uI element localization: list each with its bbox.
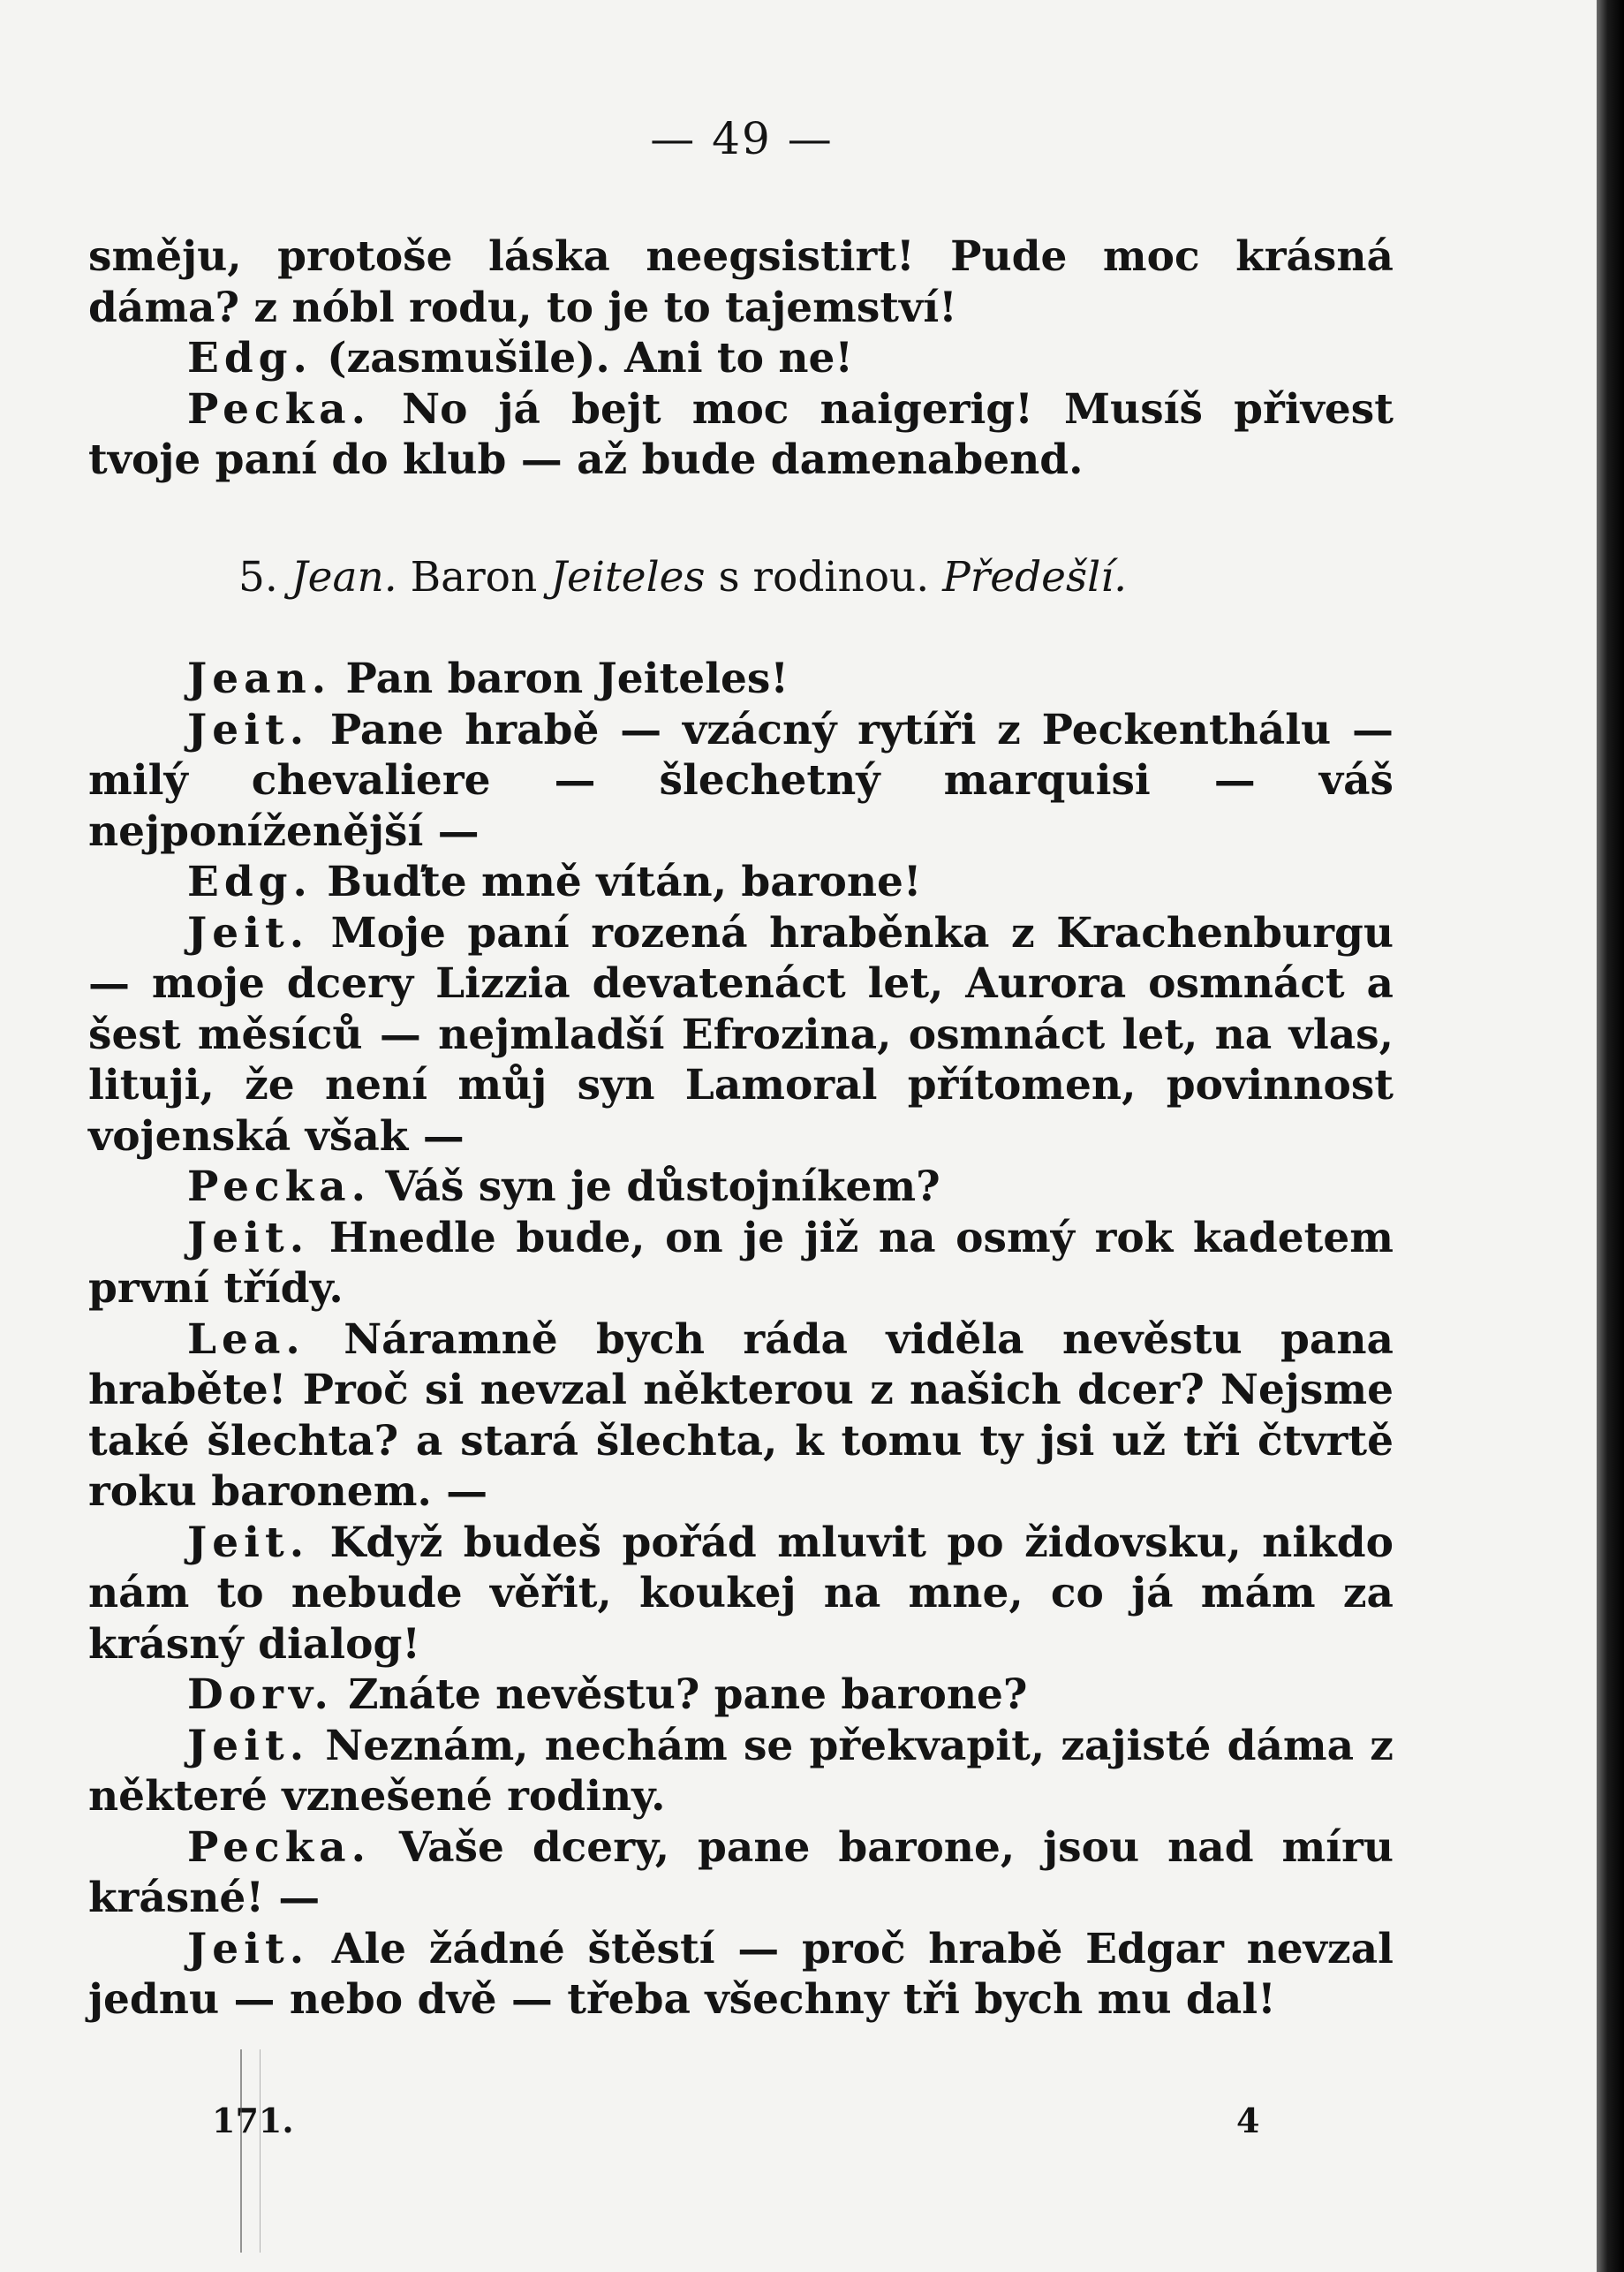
dialogue-paragraph — [88, 1518, 1394, 1670]
page-number: — 49 — — [650, 113, 834, 164]
speaker-name: Jeit. — [187, 705, 310, 754]
scene-character-1: Jean. — [291, 552, 397, 602]
speech-text: Pane hrabě — vzácný rytíři z Peckenthálu — milý chevaliere — šlechetný marquisi — váš nejponíženější — — [88, 705, 1394, 856]
scan-edge — [1597, 0, 1624, 2272]
speaker-name: Pecka. — [187, 1822, 371, 1872]
speech-text: Moje paní rozená hraběnka z Krachenburgu — moje dcery Lizzia devatenáct let, Aurora osmnáct a šest měsíců — nejmladší Efrozina, osmnáct let, na vlas, lituji, že není můj syn Lamoral přítomen, povinnost vojenská však — — [88, 908, 1394, 1161]
speaker-name: Dorv. — [187, 1670, 334, 1719]
speech-text: Pan baron Jeiteles! — [345, 655, 789, 703]
dialogue-paragraph — [88, 705, 1394, 858]
speaker-name: Jean. — [187, 655, 332, 703]
lines-paragraph — [88, 384, 1394, 486]
speaker-name: Jeit. — [187, 908, 310, 958]
speech-text: Hnedle bude, on je již na osmý rok kadetem první třídy. — [88, 1213, 1394, 1313]
dialogue-paragraph — [88, 1314, 1394, 1518]
speaker-name: Pecka. — [187, 384, 371, 434]
dialogue-paragraph — [88, 1822, 1394, 1924]
scene-character-2: Jeiteles — [550, 552, 706, 602]
printer-signature: 171. — [212, 2101, 294, 2140]
speech-text: Neznám, nechám se překvapit, zajisté dáma z některé vznešené rodiny. — [88, 1721, 1394, 1821]
dialogue-paragraph — [88, 857, 1394, 908]
dialogue-paragraph — [88, 1162, 1394, 1213]
scene-text-1: Baron — [410, 552, 538, 602]
scene-heading — [88, 552, 1394, 603]
page-text — [88, 231, 1394, 2026]
speech-text: Váš syn je důstojníkem? — [385, 1163, 940, 1211]
speaker-name: Jeit. — [187, 1721, 310, 1770]
binding-crease — [240, 2049, 261, 2253]
speech-text: Buďte mně vítán, barone! — [327, 858, 922, 906]
speech-text: směju, protoše láska neegsistirt! Pude moc krásná dáma? z nóbl rodu, to je to tajemství! — [88, 232, 1394, 332]
dialogue — [88, 654, 1394, 2026]
speech-text: Ale žádné štěstí — proč hrabě Edgar nevzal jednu — nebo dvě — třeba všechny tři bych mu dal! — [88, 1924, 1394, 2024]
lines-paragraph — [88, 333, 1394, 384]
dialogue-paragraph — [88, 908, 1394, 1163]
speech-text: Znáte nevěstu? pane barone? — [348, 1670, 1028, 1719]
dialogue-paragraph — [88, 1670, 1394, 1721]
dialogue-paragraph — [88, 654, 1394, 705]
dialogue-paragraph — [88, 1924, 1394, 2026]
speech-text: Když budeš pořád mluvit po židovsku, nikdo nám to nebude věřit, koukej na mne, co já mám za krásný dialog! — [88, 1518, 1394, 1669]
speaker-name: Jeit. — [187, 1924, 310, 1973]
lines-paragraph — [88, 231, 1394, 333]
speech-text: Vaše dcery, pane barone, jsou nad míru krásné! — — [88, 1822, 1394, 1922]
scene-text-2: s rodinou. — [718, 552, 930, 602]
speaker-name: Jeit. — [187, 1518, 310, 1567]
speaker-name: Lea. — [187, 1314, 306, 1364]
scene-note: Předešlí. — [942, 552, 1128, 602]
dialogue-paragraph — [88, 1213, 1394, 1314]
sheet-number: 4 — [1236, 2101, 1260, 2140]
speaker-name: Edg. — [187, 334, 313, 382]
speech-text: Náramně bych ráda viděla nevěstu pana hraběte! Proč si nevzal některou z našich dcer? Nejsme také šlechta? a stará šlechta, k tomu ty jsi už tři čtvrtě roku baronem. — — [88, 1314, 1394, 1516]
speech-text: (zasmušile). Ani to ne! — [327, 334, 854, 382]
speaker-name: Jeit. — [187, 1213, 310, 1262]
opening-lines — [88, 231, 1394, 486]
dialogue-paragraph — [88, 1721, 1394, 1822]
speaker-name: Pecka. — [187, 1163, 371, 1211]
scene-number: 5. — [238, 552, 278, 602]
speech-text: No já bejt moc naigerig! Musíš přivest tvoje paní do klub — až bude damenabend. — [88, 384, 1394, 484]
speaker-name: Edg. — [187, 858, 313, 906]
